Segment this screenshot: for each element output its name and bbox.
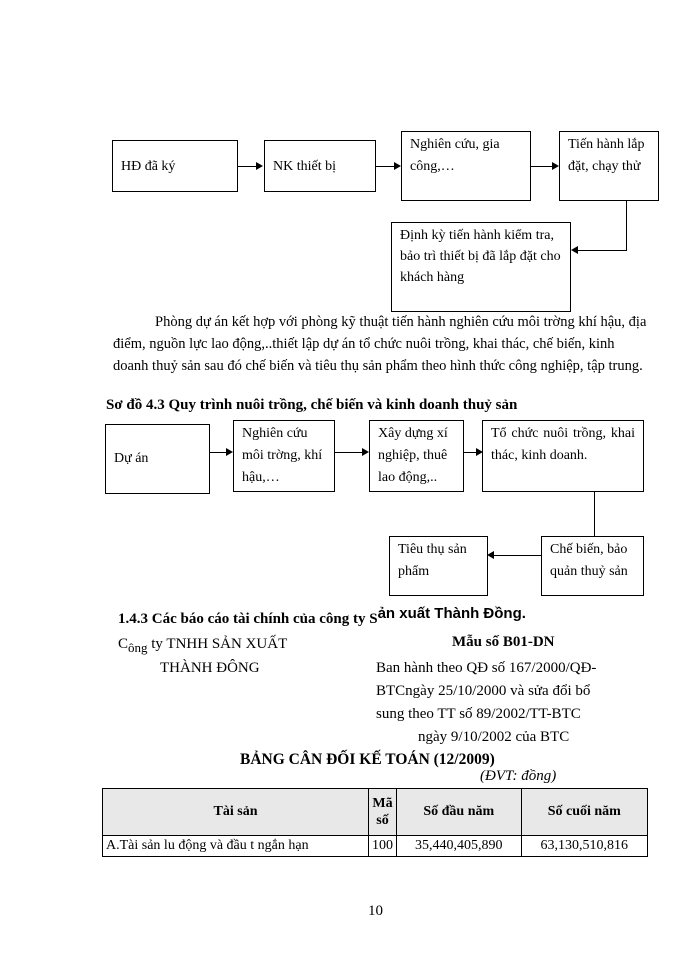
flow2-box-operate: Tổ chức nuôi trồng, khai thác, kinh doanh. — [482, 420, 644, 492]
flow2-arrow-1-head — [226, 448, 233, 456]
flow2-box-build: Xây dựng xí nghiệp, thuê lao động,.. — [369, 420, 464, 492]
issued-line-4: ngày 9/10/2002 của BTC — [418, 729, 570, 745]
company-name-line2: THÀNH ĐÔNG — [160, 660, 260, 676]
flow1-box-research: Nghiên cứu, gia công,… — [401, 131, 531, 201]
flow1-back-line — [578, 250, 627, 251]
balance-sheet-table — [102, 788, 648, 857]
section-heading-main: 1.4.3 Các báo cáo tài chính của công ty S — [118, 611, 378, 627]
flow2-box-process: Chế biến, bảo quản thuỷ sản — [541, 536, 644, 596]
issued-line-3: sung theo TT số 89/2002/TT-BTC — [376, 706, 581, 722]
flow2-back-head — [487, 551, 494, 559]
header-assets: Tài sản — [103, 789, 369, 836]
cell-code: 100 — [369, 836, 397, 857]
flow1-box-contract: HĐ đã ký — [112, 140, 238, 192]
flow2-box-research: Nghiên cứu môi trờng, khí hậu,… — [233, 420, 335, 492]
flow2-back-line — [494, 555, 541, 556]
report-unit: (ĐVT: đồng) — [480, 768, 557, 784]
form-number: Mẫu số B01-DN — [452, 634, 555, 650]
flow1-down-line — [626, 201, 627, 251]
cell-opening: 35,440,405,890 — [397, 836, 521, 857]
company-name-ong: ông — [128, 640, 148, 655]
company-name-line1 — [118, 636, 287, 653]
section-heading-tail: ản xuất Thành Đồng. — [377, 605, 526, 622]
diagram-caption: Sơ đồ 4.3 Quy trình nuôi trồng, chế biến và kinh doanh thuỷ sản — [106, 397, 518, 413]
header-code: Mã số — [369, 789, 397, 836]
page-number: 10 — [368, 903, 383, 919]
flow2-arrow-2-head — [362, 448, 369, 456]
issued-line-2: BTCngày 25/10/2000 và sửa đổi bổ — [376, 683, 591, 699]
issued-line-1: Ban hành theo QĐ số 167/2000/QĐ- — [376, 660, 597, 676]
section-heading — [118, 605, 526, 628]
flow1-box-maintenance: Định kỳ tiến hành kiểm tra, bảo trì thiết bị đã lắp đặt cho khách hàng — [391, 222, 571, 312]
flow2-down-line — [594, 492, 595, 538]
company-name-rest: ty TNHH SẢN XUẤT — [147, 636, 288, 652]
header-closing: Số cuối năm — [521, 789, 647, 836]
flow2-box-project: Dự án — [105, 424, 210, 494]
flow1-box-install: Tiến hành lắp đặt, chạy thử — [559, 131, 659, 201]
flow2-box-consume: Tiêu thụ sản phẩm — [389, 536, 488, 596]
flow2-arrow-2-line — [335, 452, 365, 453]
table-header-row — [103, 789, 648, 836]
table-row — [103, 836, 648, 857]
cell-asset-name: A.Tài sản lu động và đầu t ngắn hạn — [103, 836, 369, 857]
cell-closing: 63,130,510,816 — [521, 836, 647, 857]
flow1-back-head — [571, 246, 578, 254]
flow1-arrow-3-head — [552, 162, 559, 170]
flow1-arrow-1-head — [256, 162, 263, 170]
flow1-box-import: NK thiết bị — [264, 140, 376, 192]
company-name-c: C — [118, 636, 129, 652]
header-opening: Số đầu năm — [397, 789, 521, 836]
report-title: BẢNG CÂN ĐỐI KẾ TOÁN (12/2009) — [240, 751, 495, 768]
flow1-arrow-2-head — [394, 162, 401, 170]
body-paragraph: Phòng dự án kết hợp với phòng kỹ thuật tiến hành nghiên cứu môi trờng khí hậu, địa điểm, nguồn lực lao động,..thiết lập dự án tổ chức nuôi trồng, khai thác, chế biến, kinh doanh thuỷ sản sau đó chế biến và tiêu thụ sản phẩm theo hình thức công nghiệp, tập trung. — [113, 314, 647, 374]
